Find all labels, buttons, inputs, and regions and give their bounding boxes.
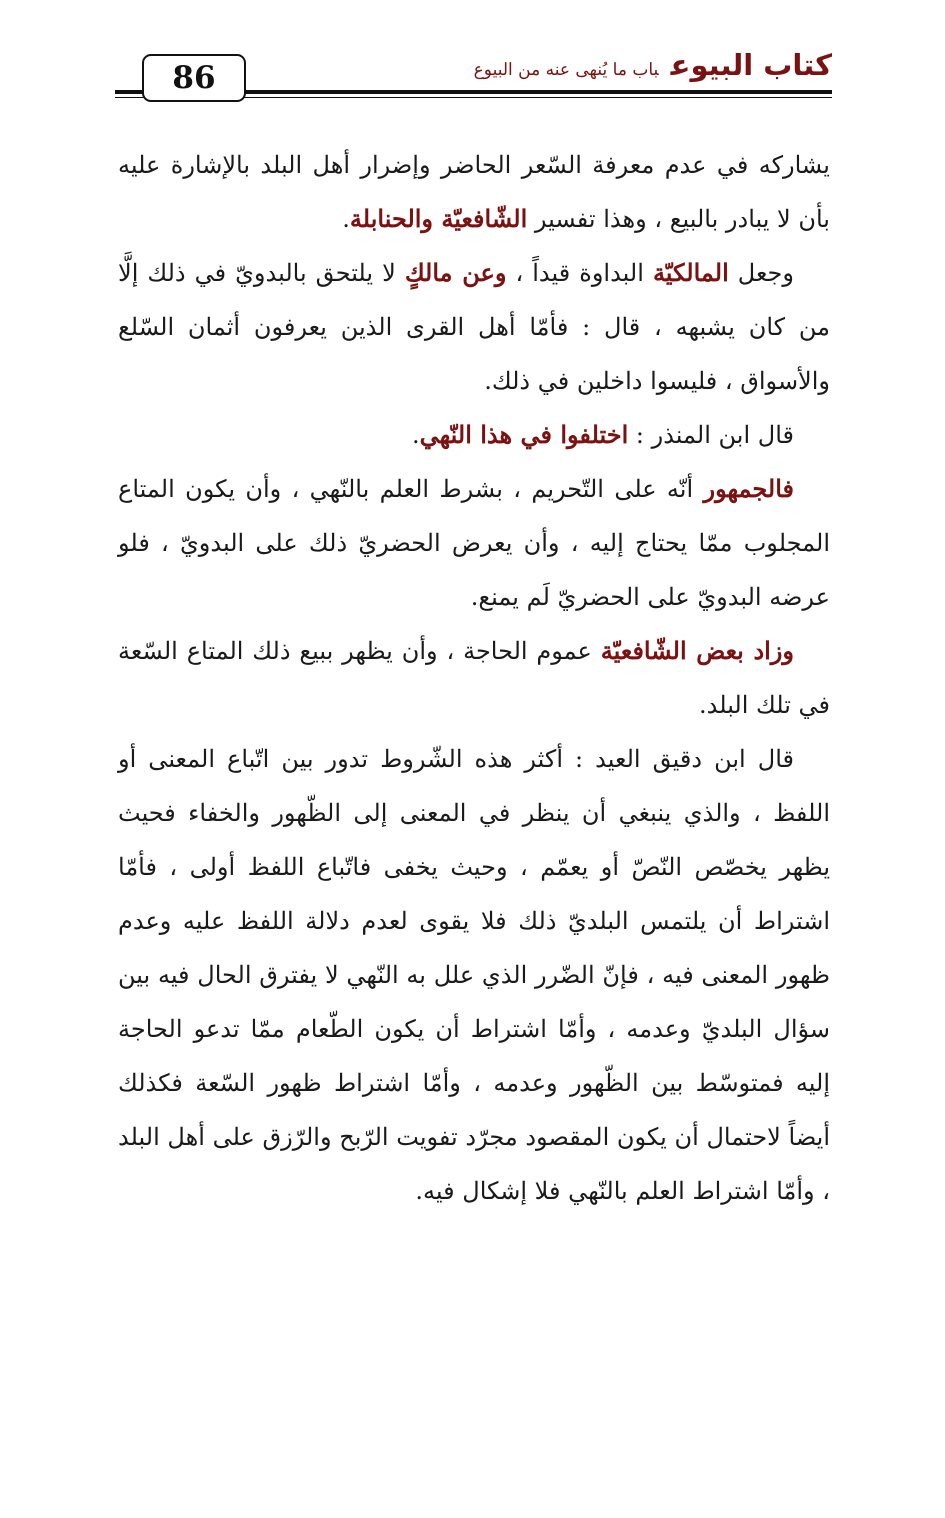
text-run: يشاركه في عدم معرفة السّعر الحاضر وإضرار أهل البلد بالإشارة عليه بأن لا يبادر بالبيع ، وهذا تفسير bbox=[118, 151, 830, 233]
paragraph bbox=[118, 624, 830, 732]
body-text bbox=[118, 138, 830, 1218]
highlighted-term: الشّافعيّة والحنابلة bbox=[349, 204, 528, 233]
chapter-title: باب ما يُنهى عنه من البيوع bbox=[473, 60, 659, 80]
highlighted-term: وزاد بعض الشّافعيّة bbox=[600, 636, 794, 665]
paragraph bbox=[118, 732, 830, 1218]
text-run: وجعل bbox=[728, 259, 794, 287]
text-run: عموم الحاجة ، وأن يظهر ببيع ذلك المتاع السّعة في تلك البلد. bbox=[118, 637, 830, 719]
text-run: . bbox=[342, 205, 350, 233]
highlighted-term: فالجمهور bbox=[703, 474, 794, 503]
paragraph bbox=[118, 462, 830, 624]
paragraph bbox=[118, 408, 830, 462]
page-header bbox=[0, 0, 945, 110]
highlighted-term: المالكيّة bbox=[652, 258, 729, 287]
highlighted-term: اختلفوا في هذا النّهي bbox=[419, 420, 629, 449]
book-title: كتاب البيوع bbox=[670, 48, 832, 82]
text-run: البداوة قيداً ، bbox=[506, 259, 653, 287]
running-title bbox=[474, 48, 832, 82]
highlighted-term: وعن مالكٍ bbox=[404, 258, 507, 287]
paragraph bbox=[118, 246, 830, 408]
text-run: . bbox=[411, 421, 420, 449]
text-run: قال ابن دقيق العيد : أكثر هذه الشّروط تدور بين اتّباع المعنى أو اللفظ ، والذي ينبغي أن ينظر في المعنى إلى الظّهور والخفاء فحيث يظهر يخصّص النّصّ أو يعمّم ، وحيث يخفى فاتّباع اللفظ أولى ، فأمّا اشتراط أن يلتمس البلديّ ذلك فلا يقوى لعدم دلالة اللفظ عليه وعدم ظهور المعنى فيه ، فإنّ الضّرر الذي علل به النّهي لا يفترق الحال فيه بين سؤال البلديّ وعدمه ، وأمّا اشتراط أن يكون الطّعام ممّا تدعو الحاجة إليه فمتوسّط بين الظّهور وعدمه ، وأمّا اشتراط ظهور السّعة فكذلك أيضاً لاحتمال أن يكون المقصود مجرّد تفويت الرّبح والرّزق على أهل البلد ، وأمّا اشتراط العلم بالنّهي فلا إشكال فيه. bbox=[118, 745, 830, 1205]
text-run: أنّه على التّحريم ، بشرط العلم بالنّهي ، وأن يكون المتاع المجلوب ممّا يحتاج إليه ، وأن يعرض الحضريّ ذلك على البدويّ ، فلو عرضه البدويّ على الحضريّ لَم يمنع. bbox=[118, 475, 830, 611]
paragraph bbox=[118, 138, 830, 246]
text-run: لا يلتحق بالبدويّ في ذلك إلَّا من كان يشبهه ، قال : فأمّا أهل القرى الذين يعرفون أثمان السّلع والأسواق ، فليسوا داخلين في ذلك. bbox=[118, 259, 830, 395]
page-number: 86 bbox=[142, 54, 246, 102]
text-run: قال ابن المنذر : bbox=[628, 421, 794, 449]
